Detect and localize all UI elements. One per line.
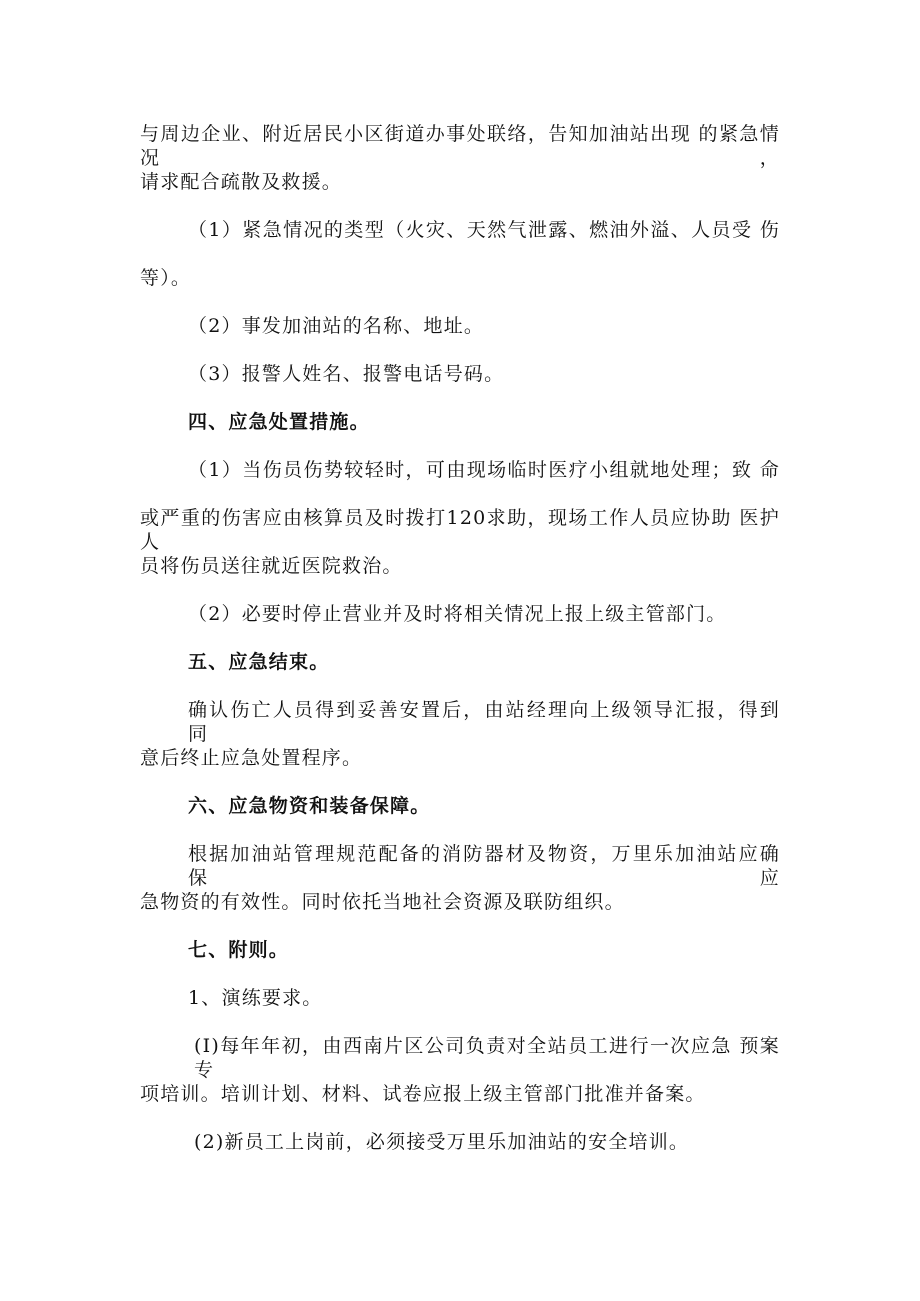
list-item-2: （2）事发加油站的名称、地址。 [188, 315, 485, 337]
section-heading-4: 四、应急处置措施。 [188, 411, 370, 433]
list-item-1-line-2: 等）。 [140, 267, 192, 289]
supply-paragraph-line-2: 急物资的有效性。同时依托当地社会资源及联防组织。 [140, 891, 625, 913]
measure-item-1-line-3: 员将伤员送往就近医院救治。 [140, 555, 403, 577]
measure-item-1-line-1: （1）当伤员伤势较轻时，可由现场临时医疗小组就地处理；致 命 [188, 459, 780, 481]
drill-item-2: (2)新员工上岗前，必须接受万里乐加油站的安全培训。 [194, 1131, 690, 1153]
drill-item-1-line-2: 项培训。培训计划、材料、试卷应报上级主管部门批准并备案。 [140, 1083, 706, 1105]
drill-item-1-line-1: (I)每年年初，由西南片区公司负责对全站员工进行一次应急 预案专 [194, 1035, 780, 1081]
end-paragraph-line-2: 意后终止应急处置程序。 [140, 747, 363, 769]
paragraph-line-2: 请求配合疏散及救援。 [140, 171, 343, 193]
measure-item-1-line-2: 或严重的伤害应由核算员及时拨打120求助，现场工作人员应协助 医护人 [140, 507, 780, 553]
measure-item-2: （2）必要时停止营业并及时将相关情况上报上级主管部门。 [188, 603, 727, 625]
supply-paragraph-line-1: 根据加油站管理规范配备的消防器材及物资，万里乐加油站应确 保应 [188, 843, 780, 889]
end-paragraph-line-1: 确认伤亡人员得到妥善安置后，由站经理向上级领导汇报，得到 同 [188, 699, 780, 745]
section-heading-7: 七、附则。 [188, 939, 290, 961]
section-heading-5: 五、应急结束。 [188, 651, 330, 673]
drill-requirements-title: 1、演练要求。 [188, 987, 323, 1009]
list-item-3: （3）报警人姓名、报警电话号码。 [188, 363, 505, 385]
list-item-1-line-1: （1）紧急情况的类型（火灾、天然气泄露、燃油外溢、人员受 伤 [188, 219, 780, 241]
section-heading-6: 六、应急物资和装备保障。 [188, 795, 431, 817]
paragraph-line-1: 与周边企业、附近居民小区街道办事处联络，告知加油站出现 的紧急情况， [140, 123, 780, 169]
